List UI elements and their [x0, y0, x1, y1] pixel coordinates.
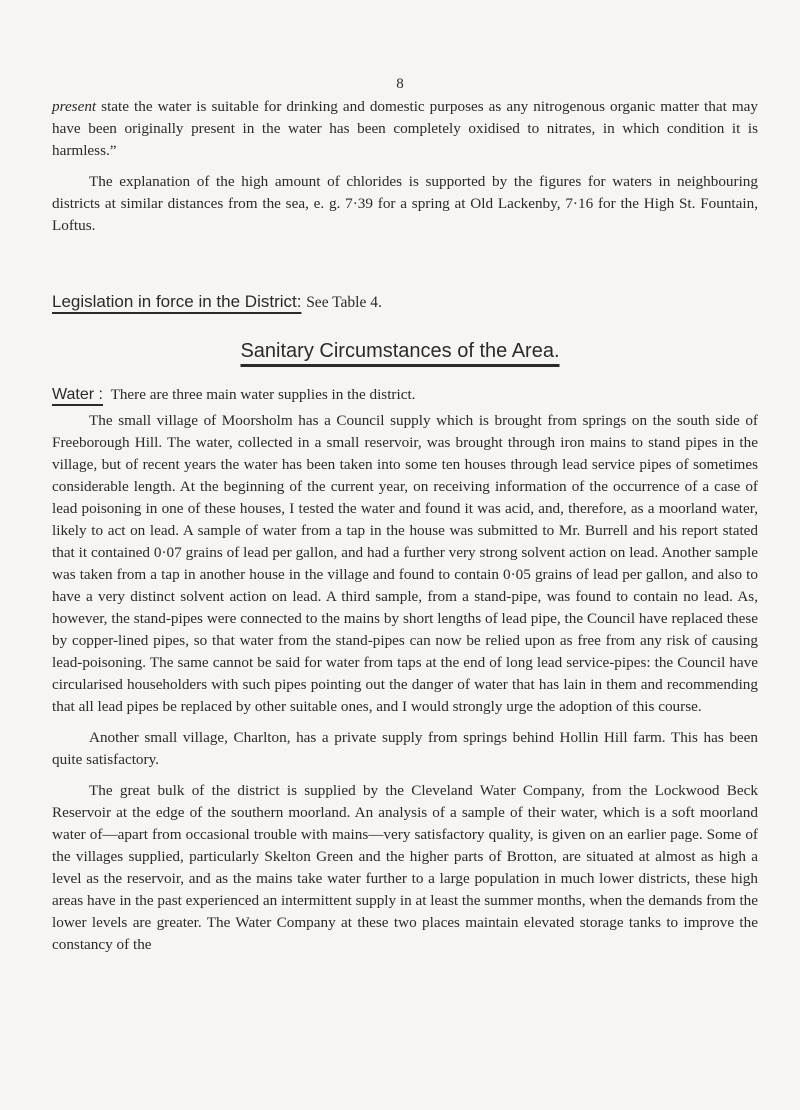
- water-paragraph-moorsholm: The small village of Moorsholm has a Council supply which is brought from springs on the south side of Freeborough Hill. The water, collected in a small reservoir, was brought through iron mains to stand pipes in the village, but of recent years the water has been taken into some ten houses through lead service pipes of sometimes considerable length. At the beginning of the current year, on receiving information of the occurrence of a case of lead poisoning in one of these houses, I tested the water and found it was acid, and, therefore, as a moorland water, likely to act on lead. A sample of water from a tap in the house was submitted to Mr. Burrell and his report stated that it contained 0·07 grains of lead per gallon, and had a further very strong solvent action on lead. Another sample was taken from a tap in another house in the village and found to contain 0·05 grains of lead per gallon, and also to have a very distinct solvent action on lead. A third sample, from a stand-pipe, was found to contain no lead. As, however, the stand-pipes were connected to the mains by short lengths of lead pipe, the Council have replaced these by copper-lined pipes, so that water from the stand-pipes can now be relied upon as free from any risk of causing lead-poisoning. The same cannot be said for water from taps at the end of long lead service-pipes: the Council have circularised householders with such pipes pointing out the danger of water that has lain in them and recommending that all lead pipes be replaced by other suitable ones, and I would strongly urge the adoption of this course.: [52, 412, 758, 715]
- water-intro: [52, 384, 758, 406]
- intro-paragraph-2: The explanation of the high amount of chlorides is supported by the figures for waters in neighbouring districts at similar distances from the sea, e. g. 7·39 for a spring at Old Lackenby, 7·16 for the High St. Fountain, Loftus.: [52, 173, 758, 234]
- water-paragraph-charlton: Another small village, Charlton, has a private supply from springs behind Hollin Hill farm. This has been quite satisfactory.: [52, 729, 758, 768]
- water-intro-text: There are three main water supplies in the district.: [110, 386, 416, 403]
- legislation-heading: Legislation in force in the District:: [52, 292, 302, 311]
- intro-paragraph-1-text: state the water is suitable for drinking and domestic purposes as any nitrogenous organic matter that may have been originally present in the water has been completely oxidised to nitrates, in which condition it is harmless.”: [52, 98, 758, 159]
- legislation-line: [52, 292, 382, 312]
- legislation-reference: See Table 4.: [306, 294, 382, 311]
- intro-section: [52, 96, 758, 237]
- water-paragraph-cleveland: The great bulk of the district is supplied by the Cleveland Water Company, from the Lockwood Beck Reservoir at the edge of the southern moorland. An analysis of a sample of their water, which is a soft moorland water of—apart from occasional trouble with mains—very satisfactory quality, is given on an earlier page. Some of the villages supplied, particularly Skelton Green and the higher parts of Brotton, are situated at almost as high a level as the reservoir, and as the mains take water further to a large population in much lower districts, these high areas have in the past experienced an intermittent supply in at least the summer months, when the demands from the lower levels are greater. The Water Company at these two places maintain elevated storage tanks to improve the constancy of the: [52, 782, 759, 953]
- intro-paragraph-1: [52, 96, 758, 162]
- section-heading-text: Sanitary Circumstances of the Area.: [240, 340, 560, 362]
- emphasis-present: present: [52, 98, 97, 115]
- section-heading: [0, 340, 800, 363]
- water-section: [52, 410, 758, 956]
- page-number: 8: [396, 76, 404, 92]
- water-heading: Water :: [52, 386, 103, 403]
